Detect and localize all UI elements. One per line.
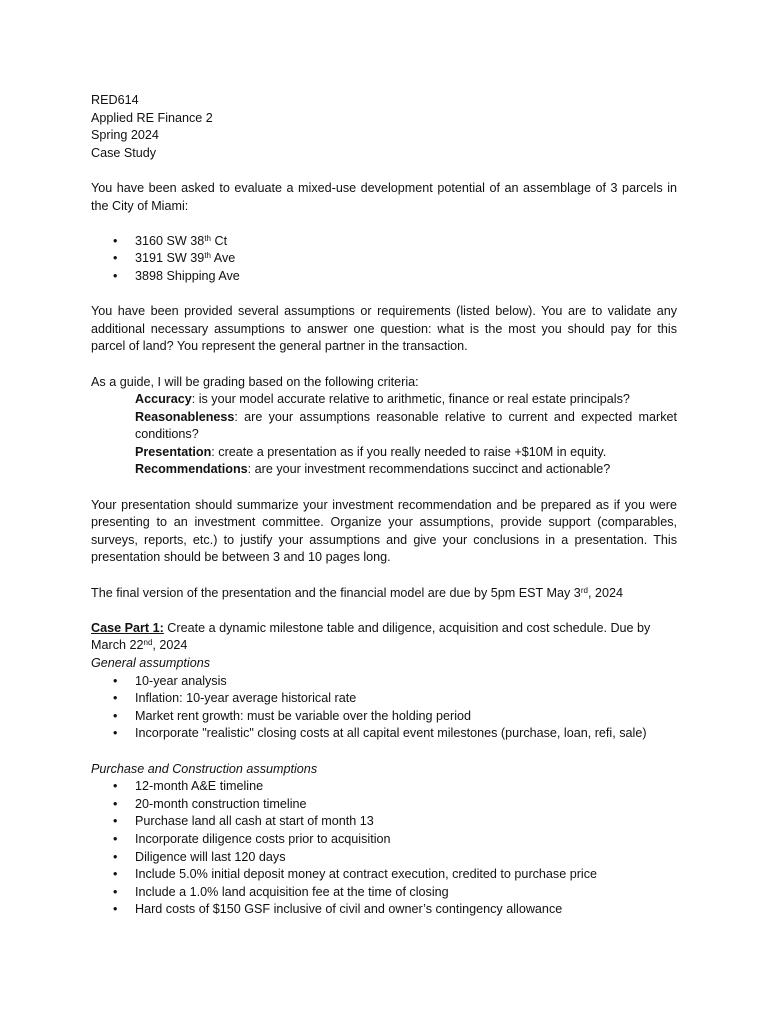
term: Spring 2024	[91, 128, 159, 143]
case-part-1-due: March 22nd, 2024	[91, 638, 188, 653]
intro-paragraph: You have been asked to evaluate a mixed-use development potential of an assemblage of 3 parcels in the City of Miami:	[91, 180, 677, 213]
list-item: • 10-year analysis	[91, 673, 677, 691]
purchase-assumptions-list	[91, 778, 677, 919]
course-code: RED614	[91, 93, 139, 107]
list-item: • Purchase land all cash at start of month 13	[91, 813, 677, 831]
document-type: Case Study	[91, 145, 157, 160]
list-item: • 12-month A&E timeline	[91, 778, 677, 796]
criterion-accuracy: Accuracy: is your model accurate relative to arithmetic, finance or real estate principals?	[135, 392, 630, 407]
parcel-item: • 3898 Shipping Ave	[91, 268, 677, 286]
document-page	[91, 92, 677, 919]
due-date-line: The final version of the presentation and the financial model are due by 5pm EST May 3rd, 2024	[91, 585, 623, 600]
purchase-assumptions-heading: Purchase and Construction assumptions	[91, 761, 318, 776]
parcel-list	[91, 233, 677, 286]
list-item: • Market rent growth: must be variable over the holding period	[91, 708, 677, 726]
criterion-presentation: Presentation: create a presentation as if you really needed to raise +$10M in equity.	[135, 444, 607, 459]
list-item: • 20-month construction timeline	[91, 796, 677, 814]
list-item: • Include a 1.0% land acquisition fee at the time of closing	[91, 884, 677, 902]
list-item: • Include 5.0% initial deposit money at contract execution, credited to purchase price	[91, 866, 677, 884]
course-name: Applied RE Finance 2	[91, 110, 213, 125]
list-item: • Hard costs of $150 GSF inclusive of civil and owner’s contingency allowance	[91, 901, 677, 919]
case-part-1-label: Case Part 1:	[91, 620, 164, 635]
criteria-intro: As a guide, I will be grading based on the following criteria:	[91, 374, 419, 389]
parcel-item: • 3160 SW 38th Ct	[91, 233, 677, 251]
case-part-1: Case Part 1: Create a dynamic milestone table and diligence, acquisition and cost schedule. Due by	[91, 620, 651, 635]
assumptions-paragraph: You have been provided several assumptions or requirements (listed below). You are to validate any additional necessary assumptions to answer one question: what is the most you should pay for this parcel of land? You represent the general partner in the transaction.	[91, 304, 677, 354]
criterion-reasonableness: Reasonableness: are your assumptions reasonable relative to current and expected market conditions?	[135, 409, 677, 442]
parcel-item: • 3191 SW 39th Ave	[91, 250, 677, 268]
list-item: • Inflation: 10-year average historical rate	[91, 690, 677, 708]
presentation-paragraph: Your presentation should summarize your investment recommendation and be prepared as if you were presenting to an investment committee. Organize your assumptions, provide support (comparables, surveys, reports, etc.) to justify your assumptions and give your conclusions in a presentation. This presentation should be between 3 and 10 pages long.	[91, 497, 677, 565]
criterion-recommendations: Recommendations: are your investment recommendations succinct and actionable?	[135, 462, 611, 477]
list-item: • Incorporate "realistic" closing costs at all capital event milestones (purchase, loan, refi, sale)	[91, 725, 677, 743]
list-item: • Diligence will last 120 days	[91, 849, 677, 867]
general-assumptions-list	[91, 673, 677, 743]
list-item: • Incorporate diligence costs prior to acquisition	[91, 831, 677, 849]
general-assumptions-heading: General assumptions	[91, 656, 211, 670]
